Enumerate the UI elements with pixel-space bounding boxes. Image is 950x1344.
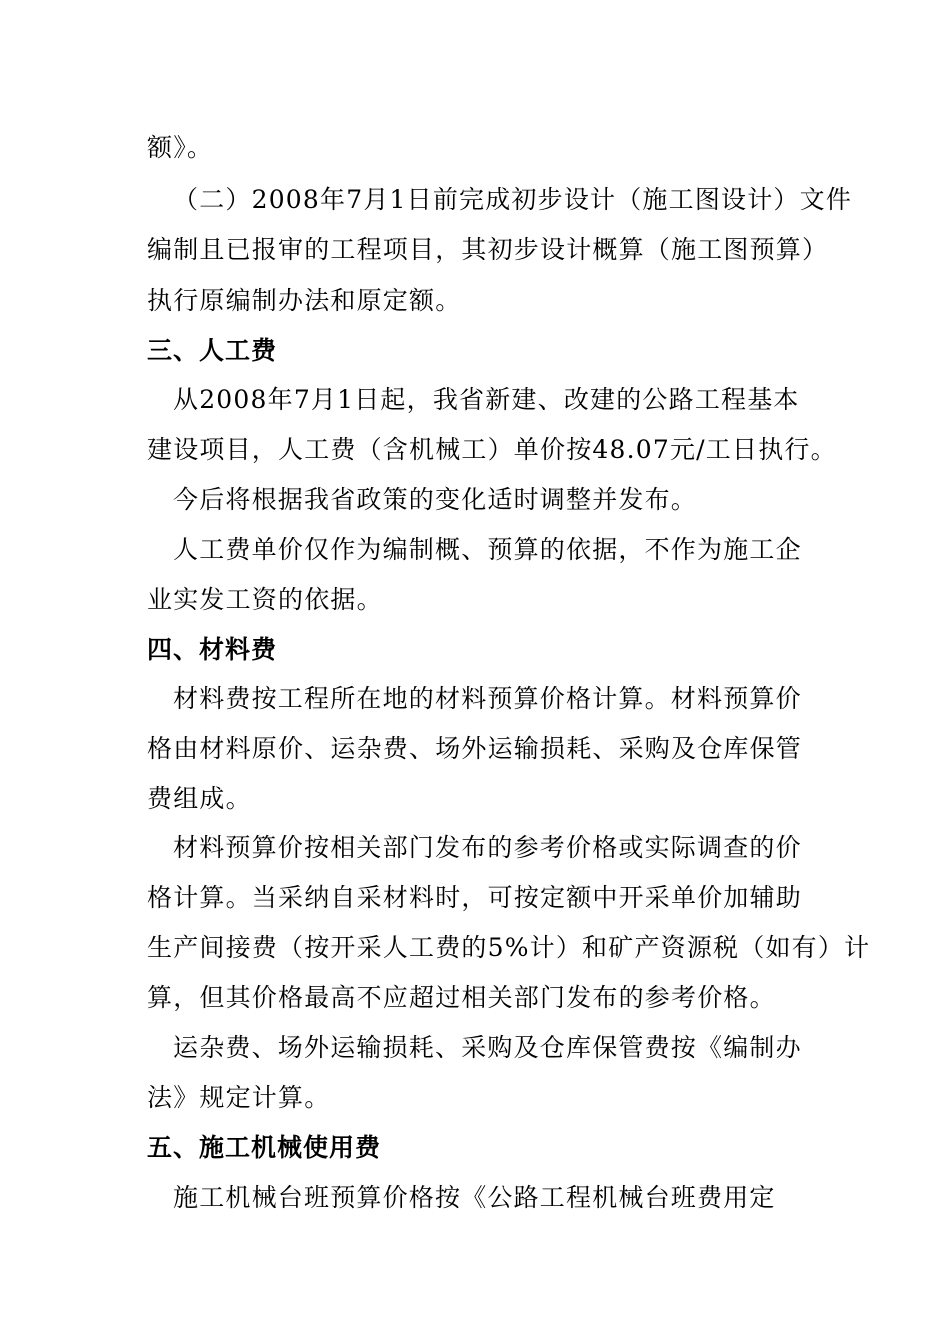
text-line: （二）2008年7月1日前完成初步设计（施工图设计）文件 bbox=[173, 185, 853, 214]
text-line: 费组成。 bbox=[147, 784, 252, 813]
text-line: 额》。 bbox=[147, 133, 214, 162]
text-line: 编制且已报审的工程项目，其初步设计概算（施工图预算） bbox=[147, 235, 829, 264]
section-heading-labor: 三、人工费 bbox=[147, 336, 278, 365]
text-line: 从2008年7月1日起，我省新建、改建的公路工程基本 bbox=[173, 385, 800, 414]
section-heading-materials: 四、材料费 bbox=[147, 635, 278, 664]
text-line: 材料费按工程所在地的材料预算价格计算。材料预算价 bbox=[173, 684, 802, 713]
text-line: 人工费单价仅作为编制概、预算的依据，不作为施工企 bbox=[173, 535, 802, 564]
text-line: 算，但其价格最高不应超过相关部门发布的参考价格。 bbox=[147, 983, 776, 1012]
text-line: 格由材料原价、运杂费、场外运输损耗、采购及仓库保管 bbox=[147, 734, 803, 763]
text-line: 格计算。当采纳自采材料时，可按定额中开采单价加辅助 bbox=[147, 883, 803, 912]
text-line: 今后将根据我省政策的变化适时调整并发布。 bbox=[173, 485, 698, 514]
text-line: 运杂费、场外运输损耗、采购及仓库保管费按《编制办 bbox=[173, 1033, 802, 1062]
section-heading-machinery: 五、施工机械使用费 bbox=[147, 1133, 382, 1162]
text-line: 材料预算价按相关部门发布的参考价格或实际调查的价 bbox=[173, 833, 802, 862]
text-line: 法》规定计算。 bbox=[147, 1083, 331, 1112]
text-line: 执行原编制办法和原定额。 bbox=[147, 286, 462, 315]
text-line: 建设项目，人工费（含机械工）单价按48.07元/工日执行。 bbox=[147, 435, 837, 464]
text-line: 生产间接费（按开采人工费的5%计）和矿产资源税（如有）计 bbox=[147, 933, 871, 962]
text-line: 施工机械台班预算价格按《公路工程机械台班费用定 bbox=[173, 1183, 776, 1212]
text-line: 业实发工资的依据。 bbox=[147, 585, 383, 614]
